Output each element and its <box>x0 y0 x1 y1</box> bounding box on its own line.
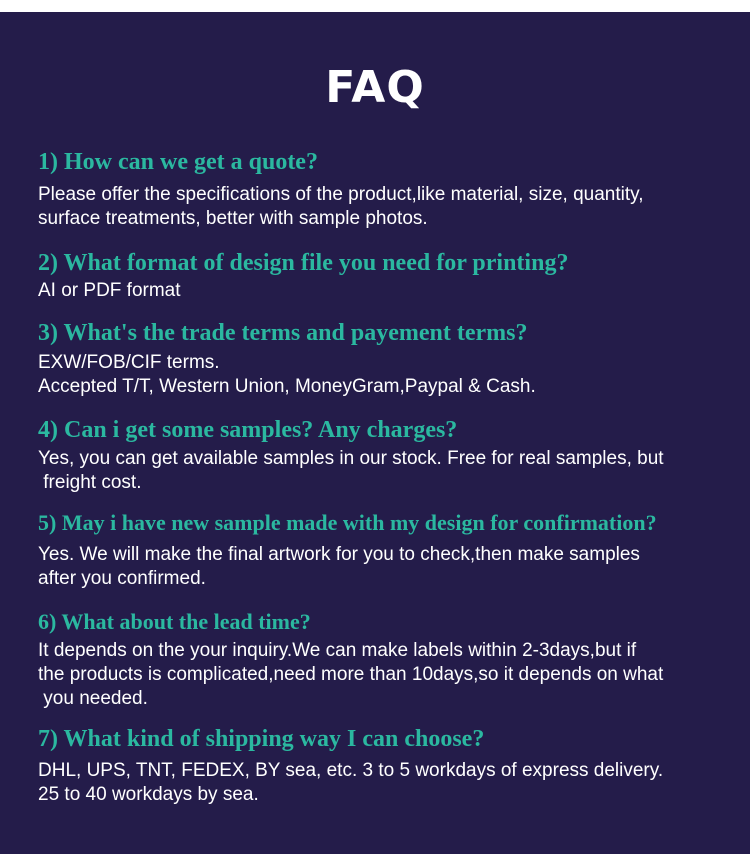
faq-answer-1-line-1: Please offer the specifications of the product,like material, size, quantity, <box>38 184 644 205</box>
faq-answer-1-line-2: surface treatments, better with sample photos. <box>38 208 428 229</box>
faq-question-2: 2) What format of design file you need for printing? <box>38 250 569 276</box>
faq-answer-7-line-2: 25 to 40 workdays by sea. <box>38 784 259 805</box>
faq-answer-3 <box>38 351 738 399</box>
faq-answer-1 <box>38 183 738 231</box>
faq-question-5: 5) May i have new sample made with my design for confirmation? <box>38 510 657 535</box>
faq-panel <box>0 12 750 854</box>
faq-question-1: 1) How can we get a quote? <box>38 149 318 175</box>
faq-answer-6-line-2: the products is complicated,need more than 10days,so it depends on what <box>38 664 664 685</box>
faq-answer-4-line-1: Yes, you can get available samples in our stock. Free for real samples, but <box>38 448 664 469</box>
faq-question-3: 3) What's the trade terms and payement terms? <box>38 320 528 346</box>
faq-question-6: 6) What about the lead time? <box>38 609 311 634</box>
faq-answer-3-line-1: EXW/FOB/CIF terms. <box>38 352 220 373</box>
faq-answer-3-line-2: Accepted T/T, Western Union, MoneyGram,Paypal & Cash. <box>38 376 536 397</box>
faq-answer-4-line-2: freight cost. <box>38 472 142 493</box>
faq-answer-5-line-2: after you confirmed. <box>38 568 206 589</box>
faq-question-7: 7) What kind of shipping way I can choose? <box>38 726 485 752</box>
faq-answer-7-line-1: DHL, UPS, TNT, FEDEX, BY sea, etc. 3 to 5 workdays of express delivery. <box>38 760 664 781</box>
faq-answer-5 <box>38 543 738 591</box>
faq-answer-6-line-1: It depends on the your inquiry.We can make labels within 2-3days,but if <box>38 640 637 661</box>
faq-answer-7 <box>38 759 738 807</box>
faq-answer-2 <box>38 279 738 303</box>
faq-question-4: 4) Can i get some samples? Any charges? <box>38 417 458 443</box>
faq-answer-4 <box>38 447 738 495</box>
page-title: FAQ <box>325 62 425 113</box>
faq-answer-5-line-1: Yes. We will make the final artwork for you to check,then make samples <box>38 544 640 565</box>
faq-answer-6-line-3: you needed. <box>38 688 148 709</box>
faq-answer-2-line-1: AI or PDF format <box>38 280 181 301</box>
faq-answer-6 <box>38 639 738 711</box>
